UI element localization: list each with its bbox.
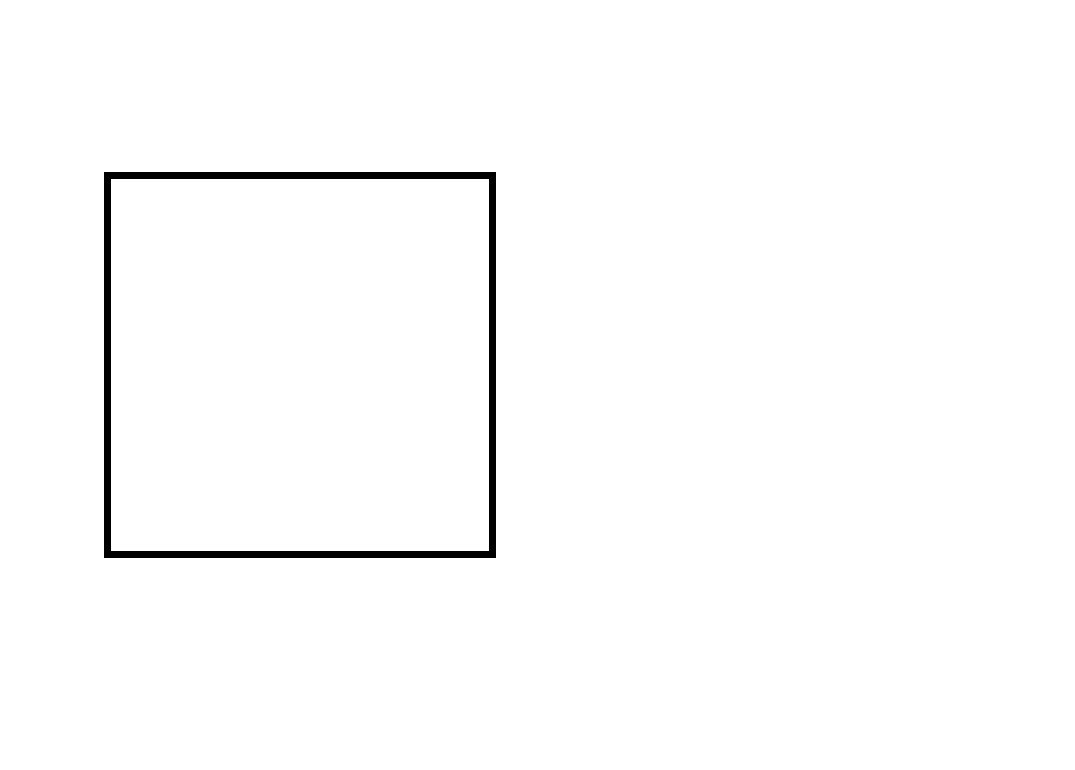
cutout-tiles-panel xyxy=(648,42,888,522)
sudoku-grid xyxy=(104,172,496,558)
